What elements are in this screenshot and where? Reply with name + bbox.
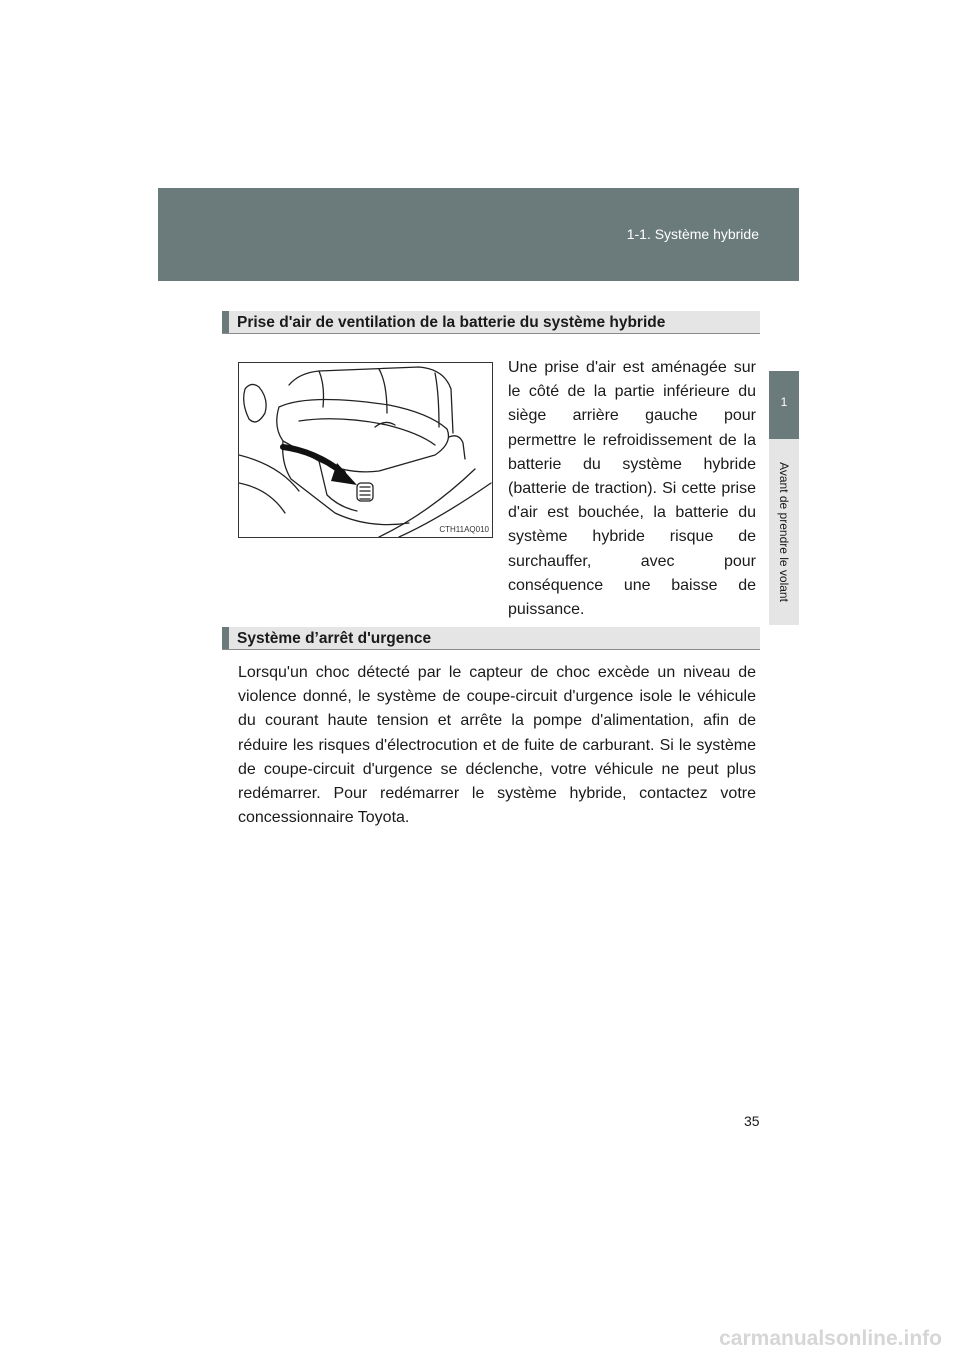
- ventilation-paragraph: Une prise d'air est aménagée sur le côté de la partie inférieure du siège arrière gauche pour permettre le refroidissement de la batterie du système hybride (batterie de traction). Si cette prise d'air est bouchée, la batterie du système hybride risque de surchauffer, avec pour conséquence une baisse de puissance.: [508, 359, 756, 619]
- chapter-tab: [769, 371, 799, 439]
- figure-code: CTH11AQ010: [439, 525, 489, 534]
- header-band: [158, 188, 799, 281]
- chapter-tab-label: [769, 439, 799, 625]
- heading-accent-bar: [222, 627, 229, 649]
- heading-accent-bar: [222, 311, 229, 333]
- section-heading-ventilation: [222, 311, 760, 334]
- chapter-number: 1: [780, 395, 788, 409]
- section-heading-emergency: [222, 627, 760, 650]
- watermark-logo: carmanualsonline.info: [719, 1327, 942, 1350]
- heading-label: Système d’arrêt d'urgence: [237, 630, 432, 647]
- seat-illustration: [238, 362, 493, 538]
- rear-seat-drawing: [239, 363, 492, 537]
- emergency-paragraph: Lorsqu'un choc détecté par le capteur de choc excède un niveau de violence donné, le système de coupe-circuit d'urgence isole le véhicule du courant haute tension et arrête la pompe d'alimentation, afin de réduire les risques d'électrocution et de fuite de carburant. Si le système de coupe-circuit d'urgence se déclenche, votre véhicule ne peut plus redémarrer. Pour redémarrer le système hybride, contactez votre concessionnaire Toyota.: [238, 664, 756, 827]
- section-title: 1-1. Système hybride: [626, 226, 759, 242]
- chapter-title: Avant de prendre le volant: [777, 462, 791, 602]
- page-number: 35: [744, 1113, 760, 1129]
- heading-label: Prise d'air de ventilation de la batterie du système hybride: [237, 314, 666, 331]
